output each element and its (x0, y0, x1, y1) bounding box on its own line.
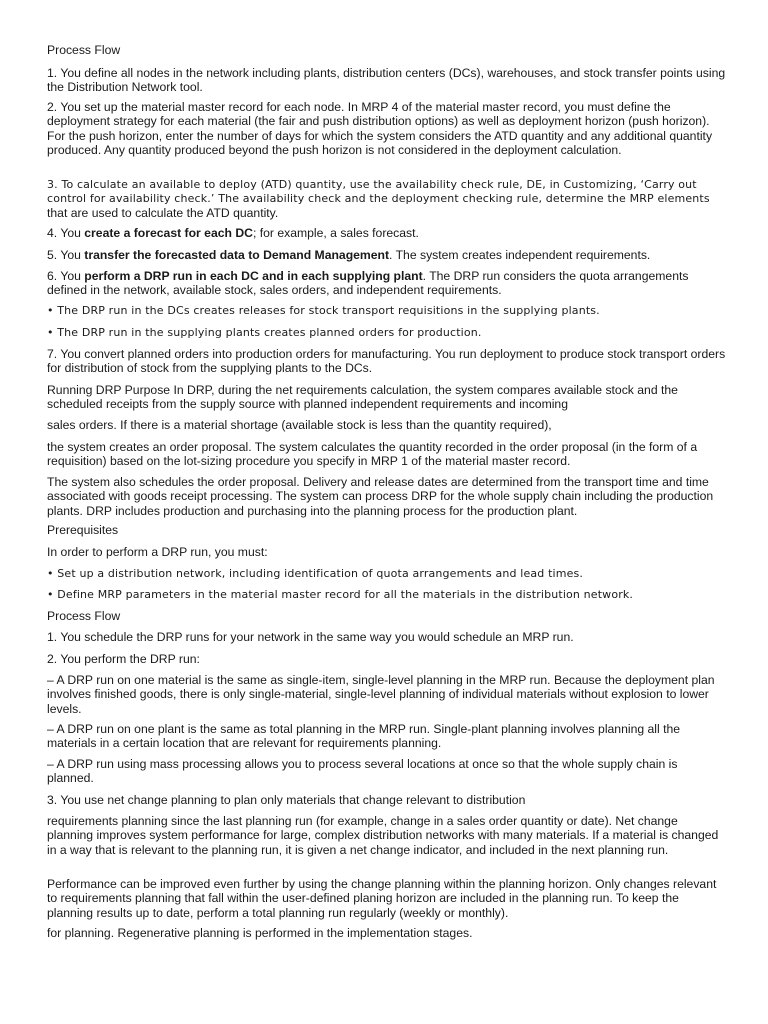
schedule-step-3: 3. You use net change planning to plan only materials that change relevant to distribution (47, 793, 526, 807)
step-4-text: 4. You create a forecast for each DC; for example, a sales forecast. (47, 226, 419, 240)
prerequisite-bullet-2: • Define MRP parameters in the material master record for all the materials in the distribution network. (47, 588, 634, 601)
step-3-text: 3. To calculate an available to deploy (ATD) quantity, use the availability check rule, DE, in Customizing, ‘Carry out control for availability check.’ The availability check and the deployment checking rule, determine the MRP elements (47, 178, 710, 206)
step-6-bold: perform a DRP run in each DC and in each supplying plant (84, 269, 423, 283)
step-5-text: 5. You transfer the forecasted data to Demand Management. The system creates independent requirements. (47, 248, 651, 262)
prerequisites-intro: In order to perform a DRP run, you must: (47, 545, 268, 559)
prerequisites-heading: Prerequisites (47, 523, 119, 537)
process-flow-heading-2: Process Flow (47, 609, 121, 623)
regenerative-planning-text: for planning. Regenerative planning is performed in the implementation stages. (47, 926, 473, 940)
process-flow-heading: Process Flow (47, 43, 121, 57)
bullet-dc-releases: • The DRP run in the DCs creates releases for stock transport requisitions in the supplying plants. (47, 304, 600, 317)
prerequisite-bullet-1: • Set up a distribution network, including identification of quota arrangements and lead times. (47, 567, 584, 580)
drp-run-mass-processing: – A DRP run using mass processing allows you to process several locations at once so that the whole supply chain is planned. (47, 757, 678, 786)
step-2-text: 2. You set up the material master record for each node. In MRP 4 of the material master record, you must define the deployment strategy for each material (the fair and push distribution options) as well as deployment horizon (push horizon). For the push horizon, enter the number of days for which the system considers the ATD quantity and any additional quantity produced. Any quantity produced beyond the push horizon is not considered in the deployment calculation. (47, 100, 713, 157)
running-drp-purpose: Running DRP Purpose In DRP, during the net requirements calculation, the system compares available stock and the scheduled receipts from the supply source with planned independent requirements and incoming (47, 383, 678, 412)
drp-run-one-material: – A DRP run on one material is the same as single-item, single-level planning in the MRP run. Because the deployment plan involves finished goods, there is only single-material, single-level planning of individual materials without explosion to lower levels. (47, 673, 715, 716)
step-1-text: 1. You define all nodes in the network including plants, distribution centers (DCs), warehouses, and stock transfer points using the Distribution Network tool. (47, 66, 726, 95)
step-6-text: 6. You perform a DRP run in each DC and in each supplying plant. The DRP run considers the quota arrangements defined in the network, available stock, sales orders, and independent requirements. (47, 269, 689, 298)
net-change-text: requirements planning since the last planning run (for example, change in a sales order quantity or date). Net change planning improves system performance for large, complex distribution networks with many materials. If a material is changed in a way that is relevant to the planning run, it is given a net change indicator, and included in the next planning run. (47, 814, 719, 857)
drp-run-one-plant: – A DRP run on one plant is the same as total planning in the MRP run. Single-plant planning involves planning all the materials in a certain location that are relevant for requirements planning. (47, 722, 681, 751)
step-5-bold: transfer the forecasted data to Demand Management (84, 248, 390, 262)
step-4-bold: create a forecast for each DC (84, 226, 253, 240)
bullet-planned-orders: • The DRP run in the supplying plants creates planned orders for production. (47, 326, 482, 339)
order-proposal-text: the system creates an order proposal. The system calculates the quantity recorded in the order proposal (in the form of a requisition) based on the lot-sizing procedure you specify in MRP 1 of the material master record. (47, 440, 698, 469)
performance-text: Performance can be improved even further by using the change planning within the planning horizon. Only changes relevant to requirements planning that fall within the user-defined planing horizon are included in the planning run. To keep the planning results up to date, perform a total planning run regularly (weekly or monthly). (47, 877, 717, 920)
step-3-text-continued: that are used to calculate the ATD quantity. (47, 206, 279, 220)
step-7-text: 7. You convert planned orders into production orders for manufacturing. You run deployment to produce stock transport orders for distribution of stock from the supplying plants to the DCs. (47, 347, 726, 376)
schedule-step-1: 1. You schedule the DRP runs for your network in the same way you would schedule an MRP run. (47, 630, 574, 644)
schedules-text: The system also schedules the order proposal. Delivery and release dates are determined from the transport time and time associated with goods receipt processing. The system can process DRP for the whole supply chain including the production plants. DRP includes production and purchasing into the planning process for the production plant. (47, 475, 714, 518)
schedule-step-2: 2. You perform the DRP run: (47, 652, 200, 666)
sales-orders-text: sales orders. If there is a material shortage (available stock is less than the quantity required), (47, 418, 552, 432)
